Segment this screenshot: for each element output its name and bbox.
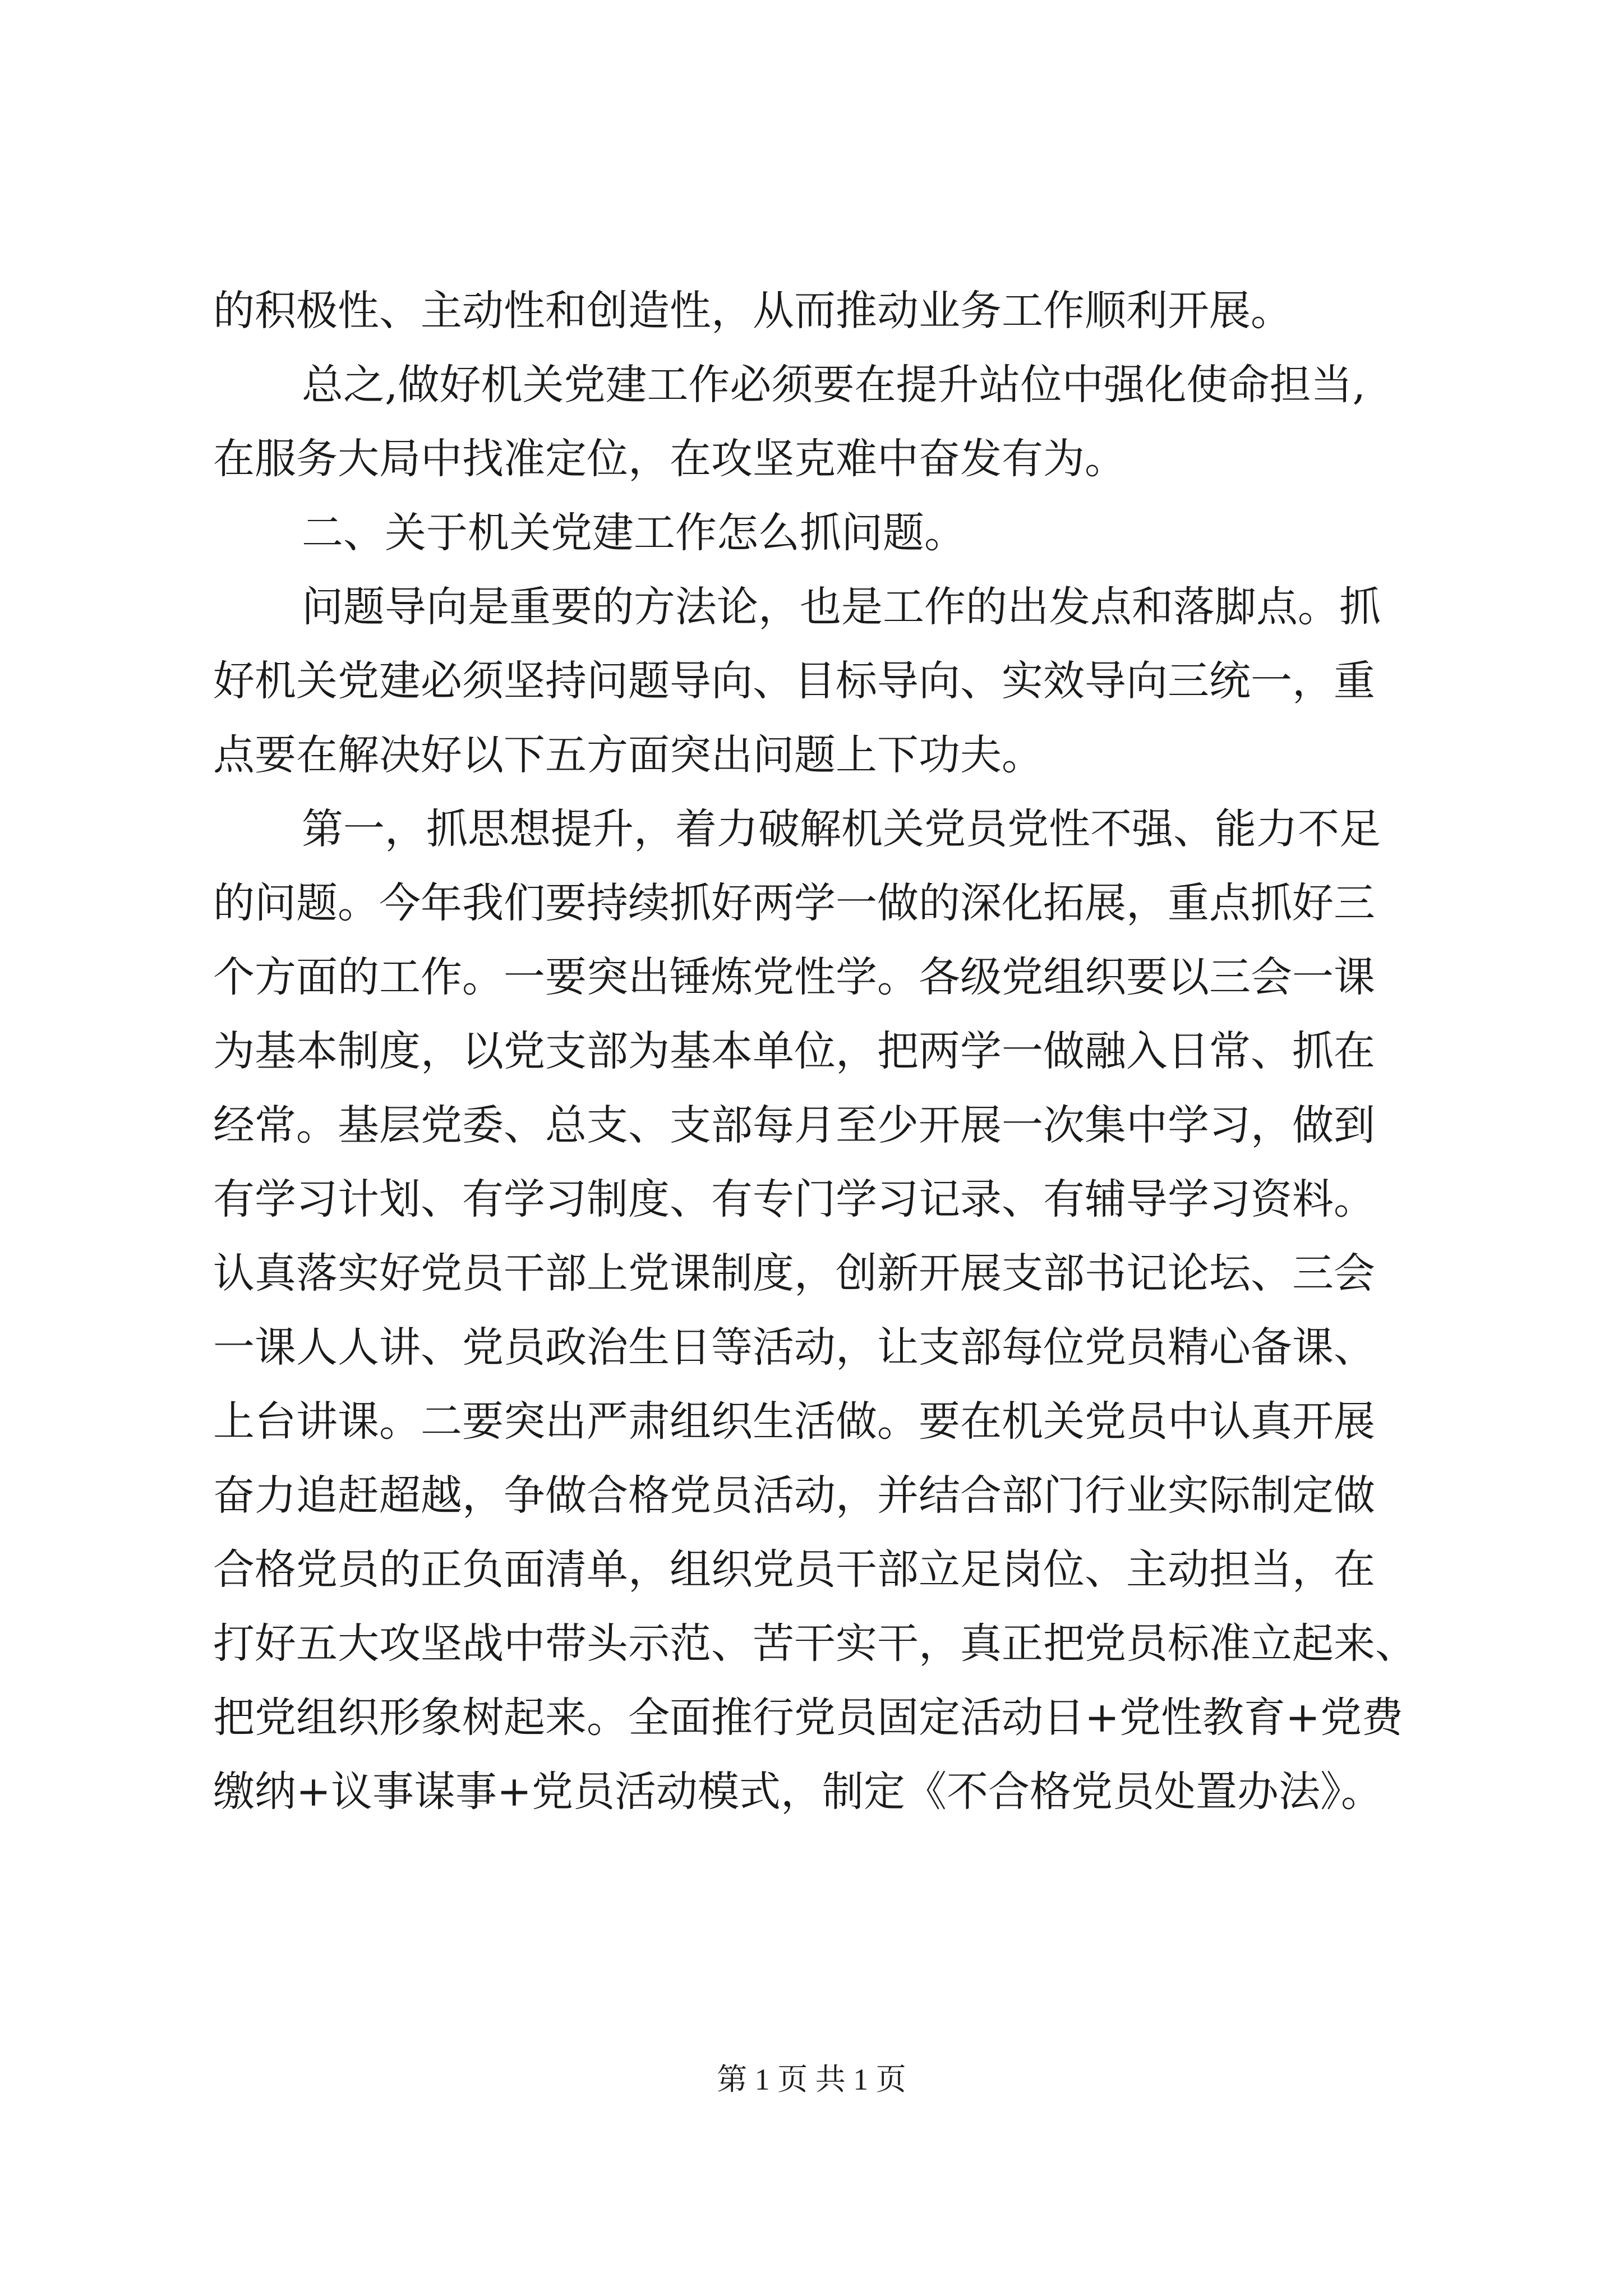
text-line-5: 问题导向是重要的方法论，也是工作的出发点和落脚点。抓 [302, 583, 1381, 631]
text-line-19: 打好五大攻坚战中带头示范、苦干实干，真正把党员标准立起来、 [213, 1619, 1417, 1668]
text-line-13: 有学习计划、有学习制度、有专门学习记录、有辅导学习资料。 [213, 1175, 1375, 1223]
text-line-17: 奋力追赶超越，争做合格党员活动，并结合部门行业实际制定做 [213, 1471, 1375, 1520]
text-line-10: 个方面的工作。一要突出锤炼党性学。各级党组织要以三会一课 [213, 953, 1375, 1001]
text-line-15: 一课人人讲、党员政治生日等活动，让支部每位党员精心备课、 [213, 1323, 1375, 1372]
text-line-18: 合格党员的正负面清单，组织党员干部立足岗位、主动担当，在 [213, 1545, 1375, 1594]
text-line-7: 点要在解决好以下五方面突出问题上下功夫。 [213, 731, 1043, 779]
text-line-6: 好机关党建必须坚持问题导向、目标导向、实效导向三统一，重 [213, 657, 1375, 705]
page-footer [0, 2060, 1623, 2099]
text-line-11: 为基本制度，以党支部为基本单位，把两学一做融入日常、抓在 [213, 1027, 1375, 1075]
page-number: 第 1 页 共 1 页 [717, 2063, 906, 2096]
text-line-1: 的积极性、主动性和创造性，从而推动业务工作顺利开展。 [213, 287, 1292, 335]
section-heading: 二、关于机关党建工作怎么抓问题。 [302, 509, 966, 557]
text-line-14: 认真落实好党员干部上党课制度，创新开展支部书记论坛、三会 [213, 1249, 1375, 1297]
text-line-8: 第一，抓思想提升，着力破解机关党员党性不强、能力不足 [302, 805, 1381, 853]
text-line-20: 把党组织形象树起来。全面推行党员固定活动日+党性教育+党费 [213, 1694, 1404, 1742]
document-body [213, 274, 1469, 1829]
text-line-3: 在服务大局中找准定位，在攻坚克难中奋发有为。 [213, 435, 1126, 483]
text-line-9: 的问题。今年我们要持续抓好两学一做的深化拓展，重点抓好三 [213, 879, 1375, 927]
text-line-2: 总之,做好机关党建工作必须要在提升站位中强化使命担当, [302, 361, 1366, 409]
text-line-16: 上台讲课。二要突出严肃组织生活做。要在机关党员中认真开展 [213, 1397, 1375, 1446]
text-line-12: 经常。基层党委、总支、支部每月至少开展一次集中学习，做到 [213, 1101, 1375, 1149]
text-line-21: 缴纳+议事谋事+党员活动模式，制定《不合格党员处置办法》。 [213, 1768, 1383, 1816]
